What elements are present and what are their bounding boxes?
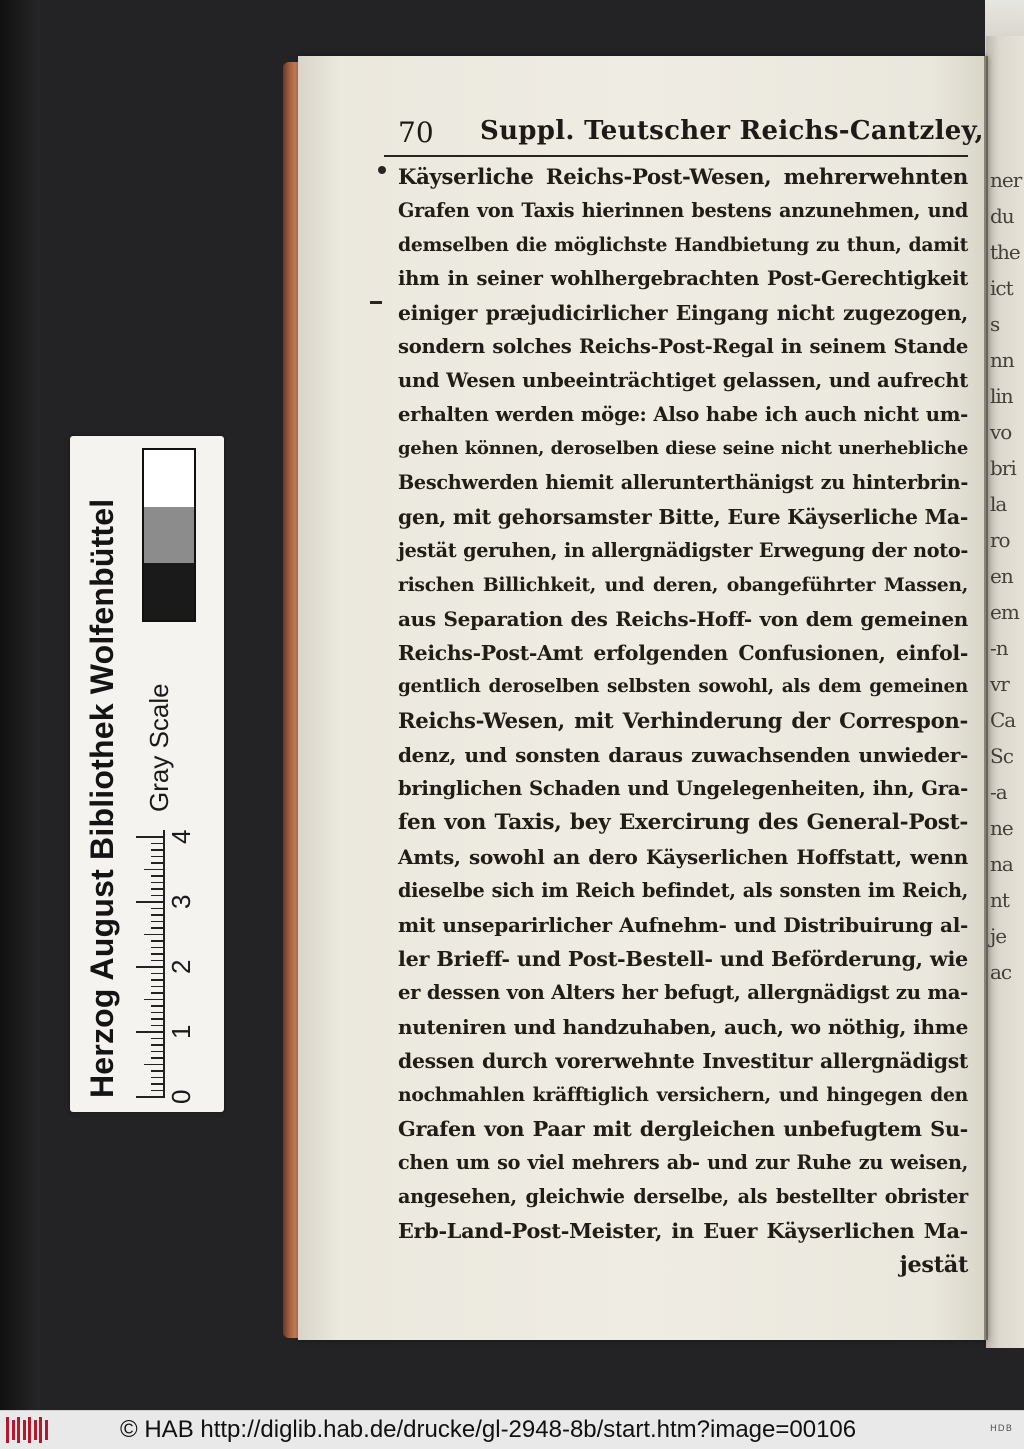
- text-line: gen, mit gehorsamster Bitte, Eure Käyserliche Ma-: [398, 505, 968, 529]
- text-line: chen um so viel mehrers ab- und zur Ruhe zu weisen,: [398, 1151, 968, 1174]
- swatch-mid: [144, 507, 194, 564]
- next-page-fragment: nt: [990, 888, 1009, 912]
- next-page-fragment: Ca: [990, 708, 1016, 732]
- swatch-dark: [144, 563, 194, 620]
- ruler-tick: [144, 934, 164, 936]
- ruler-baseline: [163, 830, 165, 1098]
- text-line: demselben die möglichste Handbietung zu thun, damit: [398, 234, 968, 256]
- next-page-fragment: ict: [990, 276, 1013, 300]
- text-line: und Wesen unbeeinträchtiget gelassen, und aufrecht: [398, 369, 968, 392]
- next-page-fragment: ac: [990, 960, 1012, 984]
- next-page-fragment: bri: [990, 456, 1016, 480]
- next-page-fragment: ner: [990, 168, 1022, 192]
- ruler-number-2: 2: [166, 959, 196, 974]
- logo-stripe: [17, 1417, 20, 1443]
- text-line: denz, und sonsten daraus zuwachsenden unwieder-: [398, 743, 968, 767]
- next-page-fragment: lin: [990, 384, 1013, 408]
- footer-bar: [0, 1410, 1024, 1449]
- logo-stripe: [12, 1420, 15, 1440]
- text-line: nochmahlen kräfftiglich versichern, und hingegen den: [398, 1084, 968, 1106]
- ruler-tick: [136, 1032, 164, 1034]
- text-line: bringlichen Schaden und Ungelegenheiten, ihn, Gra-: [398, 777, 968, 800]
- ruler-tick: [136, 902, 164, 904]
- text-line: Käyserliche Reichs-Post-Wesen, mehrerwehnten: [398, 164, 968, 189]
- next-page-fragment: je: [990, 924, 1007, 948]
- text-line: Grafen von Taxis hierinnen bestens anzunehmen, und: [398, 199, 968, 222]
- next-page-fragment: em: [990, 600, 1019, 624]
- running-title: Suppl. Teutscher Reichs-Cantzley,: [480, 116, 984, 146]
- text-line: jestät geruhen, in allergnädigster Erwegung der noto-: [398, 539, 968, 562]
- next-page-fragment: du: [990, 204, 1014, 228]
- next-page-fragment: ro: [990, 528, 1010, 552]
- ruler-library-name: Herzog August Bibliothek Wolfenbüttel: [84, 498, 120, 1098]
- text-line: ler Brieff- und Post-Bestell- und Beförderung, wie: [398, 946, 968, 971]
- next-page-fragment: Sc: [990, 744, 1013, 768]
- margin-dash: [370, 301, 382, 304]
- ruler-tick: [144, 1064, 164, 1066]
- page-edge-shadow: [984, 56, 988, 1340]
- logo-stripe: [23, 1420, 26, 1440]
- header-rule: [384, 155, 968, 157]
- swatch-light: [144, 450, 194, 507]
- next-page-sliver: [986, 36, 1024, 1348]
- next-page-fragment: vr: [990, 672, 1009, 696]
- ruler-scale-label: Gray Scale: [144, 683, 174, 812]
- ruler-number-0: 0: [166, 1089, 196, 1104]
- text-line: Beschwerden hiemit allerunterthänigst zu hinterbrin-: [398, 471, 968, 494]
- text-line: rischen Billichkeit, und deren, obangeführter Massen,: [398, 574, 968, 596]
- logo-stripe: [6, 1417, 9, 1443]
- next-page-fragment: -a: [990, 780, 1007, 804]
- text-line: einiger præjudicirlicher Eingang nicht zugezogen,: [398, 301, 968, 325]
- next-page-fragment: the: [990, 240, 1020, 264]
- next-page-fragment: -n: [990, 636, 1008, 660]
- next-page-fragment: nn: [990, 348, 1014, 372]
- next-page-fragment: s: [990, 312, 1000, 336]
- page-header: [396, 112, 984, 156]
- text-line: Erb-Land-Post-Meister, in Euer Käyserlichen Ma-: [398, 1218, 968, 1243]
- logo-stripe: [45, 1420, 48, 1440]
- text-line: angesehen, gleichwie derselbe, als bestellter obrister: [398, 1185, 968, 1208]
- page-number: 70: [398, 116, 434, 149]
- gray-scale-ruler: [70, 436, 224, 1112]
- ruler-content: [70, 436, 224, 1112]
- text-line: Amts, sowohl an dero Käyserlichen Hoffstatt, wenn: [398, 845, 968, 869]
- ruler-ticks: [134, 828, 164, 1098]
- ruler-tick: [144, 999, 164, 1001]
- next-page-fragment: ne: [990, 816, 1013, 840]
- ruler-tick: [136, 1097, 164, 1099]
- hab-logo-icon: [6, 1417, 50, 1443]
- text-line: ihm in seiner wohlhergebrachten Post-Gerechtigkeit: [398, 267, 968, 290]
- text-line: fen von Taxis, bey Exercirung des General-Post-: [398, 810, 968, 835]
- text-line: gentlich deroselben selbsten sowohl, als dem gemeinen: [398, 676, 968, 697]
- text-line: sondern solches Reichs-Post-Regal in seinem Stande: [398, 335, 968, 358]
- next-page-fragment: na: [990, 852, 1013, 876]
- text-line: aus Separation des Reichs-Hoff- von dem gemeinen: [398, 607, 968, 631]
- ruler-number-1: 1: [166, 1024, 196, 1039]
- text-line: erhalten werden möge: Also habe ich auch nicht um-: [398, 403, 968, 426]
- text-line: nuteniren und handzuhaben, auch, wo nöthig, ihme: [398, 1015, 968, 1039]
- text-line: er dessen von Alters her befugt, allergnädigst zu ma-: [398, 981, 968, 1004]
- text-line: Reichs-Wesen, mit Verhinderung der Correspon-: [398, 708, 968, 733]
- gray-swatches: [142, 448, 196, 622]
- body-text: [398, 160, 968, 1282]
- next-page-fragment: la: [990, 492, 1007, 516]
- next-page-fragment: en: [990, 564, 1013, 588]
- margin-mark: [378, 166, 386, 174]
- text-line: mit unseparirlicher Aufnehm- und Distribuirung al-: [398, 913, 968, 937]
- text-line: gehen können, deroselben diese seine nicht unerhebliche: [398, 438, 968, 459]
- ruler-tick: [144, 869, 164, 871]
- ruler-tick: [136, 837, 164, 839]
- text-line: dieselbe sich im Reich befindet, als sonsten im Reich,: [398, 879, 968, 902]
- text-line: Grafen von Paar mit dergleichen unbefugtem Su-: [398, 1116, 968, 1141]
- text-line: jestät: [899, 1252, 968, 1278]
- next-page-fragment: vo: [990, 420, 1012, 444]
- footer-copyright: © HAB http://diglib.hab.de/drucke/gl-2948-8b/start.htm?image=00106: [120, 1416, 857, 1443]
- footer-mark: HDB: [990, 1424, 1013, 1434]
- text-line: Reichs-Post-Amt erfolgenden Confusionen, einfol-: [398, 641, 968, 665]
- logo-stripe: [28, 1417, 31, 1443]
- ruler-number-3: 3: [166, 894, 196, 909]
- text-line: dessen durch vorerwehnte Investitur allergnädigst: [398, 1049, 968, 1073]
- logo-stripe: [39, 1417, 42, 1443]
- logo-stripe: [34, 1420, 37, 1440]
- ruler-tick: [136, 967, 164, 969]
- background-shadow: [0, 0, 40, 1410]
- ruler-number-4: 4: [166, 829, 196, 844]
